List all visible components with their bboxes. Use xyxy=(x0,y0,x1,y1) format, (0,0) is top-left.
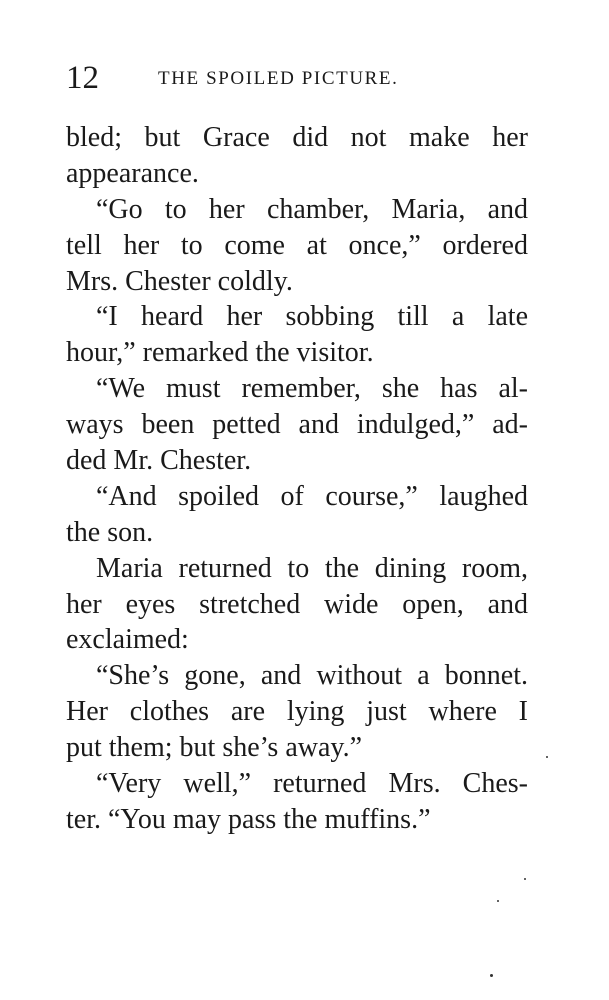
text-line: hour,” remarked the visitor. xyxy=(66,337,374,369)
text-line: exclaimed: xyxy=(66,624,189,656)
text-line: “And spoiled of course,” laughed xyxy=(96,480,528,512)
text-line: Her clothes are lying just where I xyxy=(66,696,528,728)
text-line: “She’s gone, and without a bonnet. xyxy=(96,660,528,692)
text-line: “Go to her chamber, Maria, and xyxy=(96,193,528,225)
page-number: 12 xyxy=(66,60,99,96)
running-title: THE SPOILED PICTURE. xyxy=(158,68,399,89)
body-text xyxy=(66,120,528,838)
paper-speck xyxy=(490,974,493,977)
paper-speck xyxy=(524,878,526,880)
page-header xyxy=(66,58,536,98)
text-line: put them; but she’s away.” xyxy=(66,732,363,764)
text-line: bled; but Grace did not make her xyxy=(66,122,528,153)
paper-speck xyxy=(546,756,548,758)
text-line: ways been petted and indulged,” ad- xyxy=(66,409,528,441)
text-line: appearance. xyxy=(66,157,199,189)
text-line: “Very well,” returned Mrs. Ches- xyxy=(96,768,528,800)
text-line: ded Mr. Chester. xyxy=(66,445,252,477)
paper-speck xyxy=(497,900,499,902)
text-line: her eyes stretched wide open, and xyxy=(66,588,528,620)
text-line: Mrs. Chester coldly. xyxy=(66,265,293,297)
text-line: Maria returned to the dining room, xyxy=(96,552,528,584)
text-line: “We must remember, she has al- xyxy=(96,373,528,405)
text-line: “I heard her sobbing till a late xyxy=(96,301,528,333)
text-line: ter. “You may pass the muffins.” xyxy=(66,803,431,835)
text-line: the son. xyxy=(66,516,154,548)
text-line: tell her to come at once,” ordered xyxy=(66,229,528,261)
